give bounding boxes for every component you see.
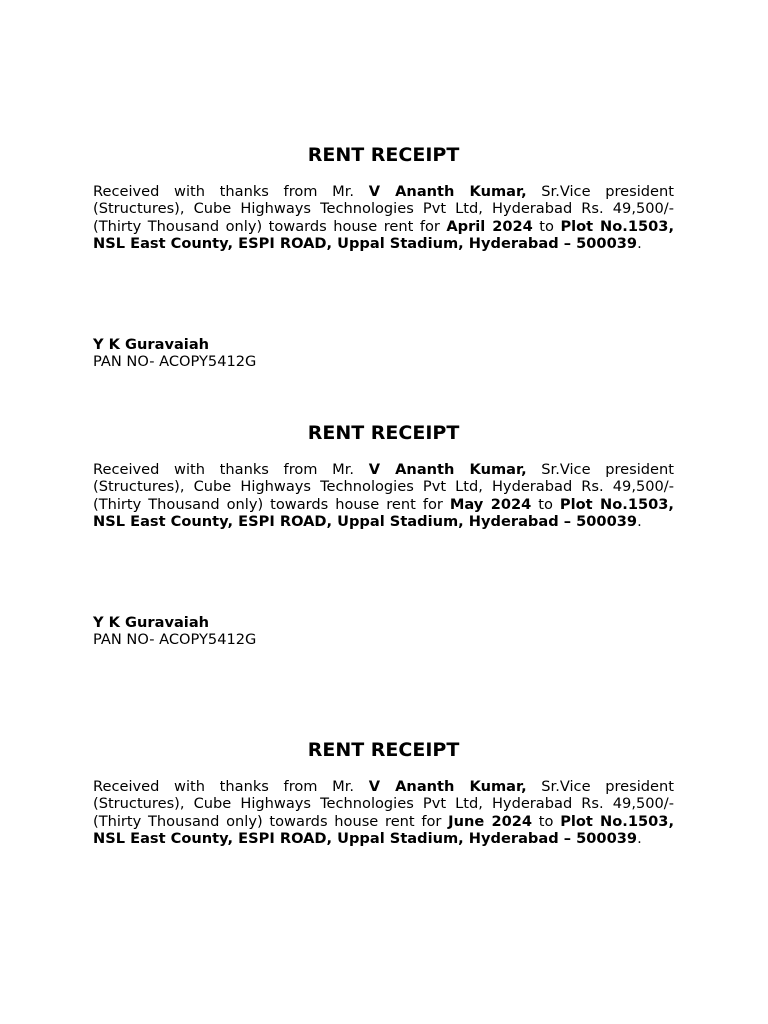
- landlord-name: Y K Guravaiah: [93, 336, 210, 353]
- to-word: to: [532, 217, 561, 235]
- payer-name: V Ananth Kumar,: [368, 461, 527, 478]
- receipt-end: .: [637, 829, 642, 847]
- landlord-name: Y K Guravaiah: [93, 614, 210, 631]
- rent-period: May 2024: [449, 495, 532, 513]
- to-word: to: [532, 812, 561, 830]
- receipt-details: Sr.Vice president (Structures), Cube Highways Technologies Pvt Ltd, Hyderabad Rs. 49,500/- (Thirty Thousand only) towards house rent for: [93, 461, 675, 513]
- receipt-intro: Received with thanks from Mr.: [93, 461, 369, 478]
- receipt-june: [93, 738, 674, 847]
- receipt-april: [93, 143, 675, 370]
- receipt-may: [93, 421, 675, 648]
- receipt-details: Sr.Vice president (Structures), Cube Highways Technologies Pvt Ltd, Hyderabad Rs. 49,500/- (Thirty Thousand only) towards house rent for: [93, 183, 675, 235]
- rent-period: June 2024: [448, 812, 533, 830]
- receipt-body: [93, 461, 674, 530]
- property-address: Plot No.1503, NSL East County, ESPI ROAD, Uppal Stadium, Hyderabad – 500039: [93, 812, 675, 847]
- landlord-pan: PAN NO- ACOPY5412G: [93, 631, 257, 648]
- receipt-end: .: [637, 234, 642, 252]
- receipt-intro: Received with thanks from Mr.: [93, 183, 369, 200]
- property-address: Plot No.1503, NSL East County, ESPI ROAD, Uppal Stadium, Hyderabad – 500039: [93, 495, 674, 530]
- to-word: to: [531, 495, 560, 513]
- receipt-body: [93, 183, 674, 252]
- rent-period: April 2024: [446, 217, 533, 235]
- receipt-details: Sr.Vice president (Structures), Cube Highways Technologies Pvt Ltd, Hyderabad Rs. 49,500/- (Thirty Thousand only) towards house rent for: [93, 778, 675, 830]
- receipt-end: .: [637, 512, 642, 530]
- property-address: Plot No.1503, NSL East County, ESPI ROAD, Uppal Stadium, Hyderabad – 500039: [93, 217, 674, 252]
- receipt-intro: Received with thanks from Mr.: [93, 778, 369, 795]
- payer-name: V Ananth Kumar,: [368, 183, 527, 200]
- receipt-title: RENT RECEIPT: [307, 422, 460, 444]
- receipt-title: RENT RECEIPT: [307, 739, 460, 761]
- landlord-pan: PAN NO- ACOPY5412G: [93, 353, 257, 370]
- payer-name: V Ananth Kumar,: [368, 778, 527, 795]
- receipt-title: RENT RECEIPT: [307, 144, 460, 166]
- receipt-body: [93, 778, 674, 847]
